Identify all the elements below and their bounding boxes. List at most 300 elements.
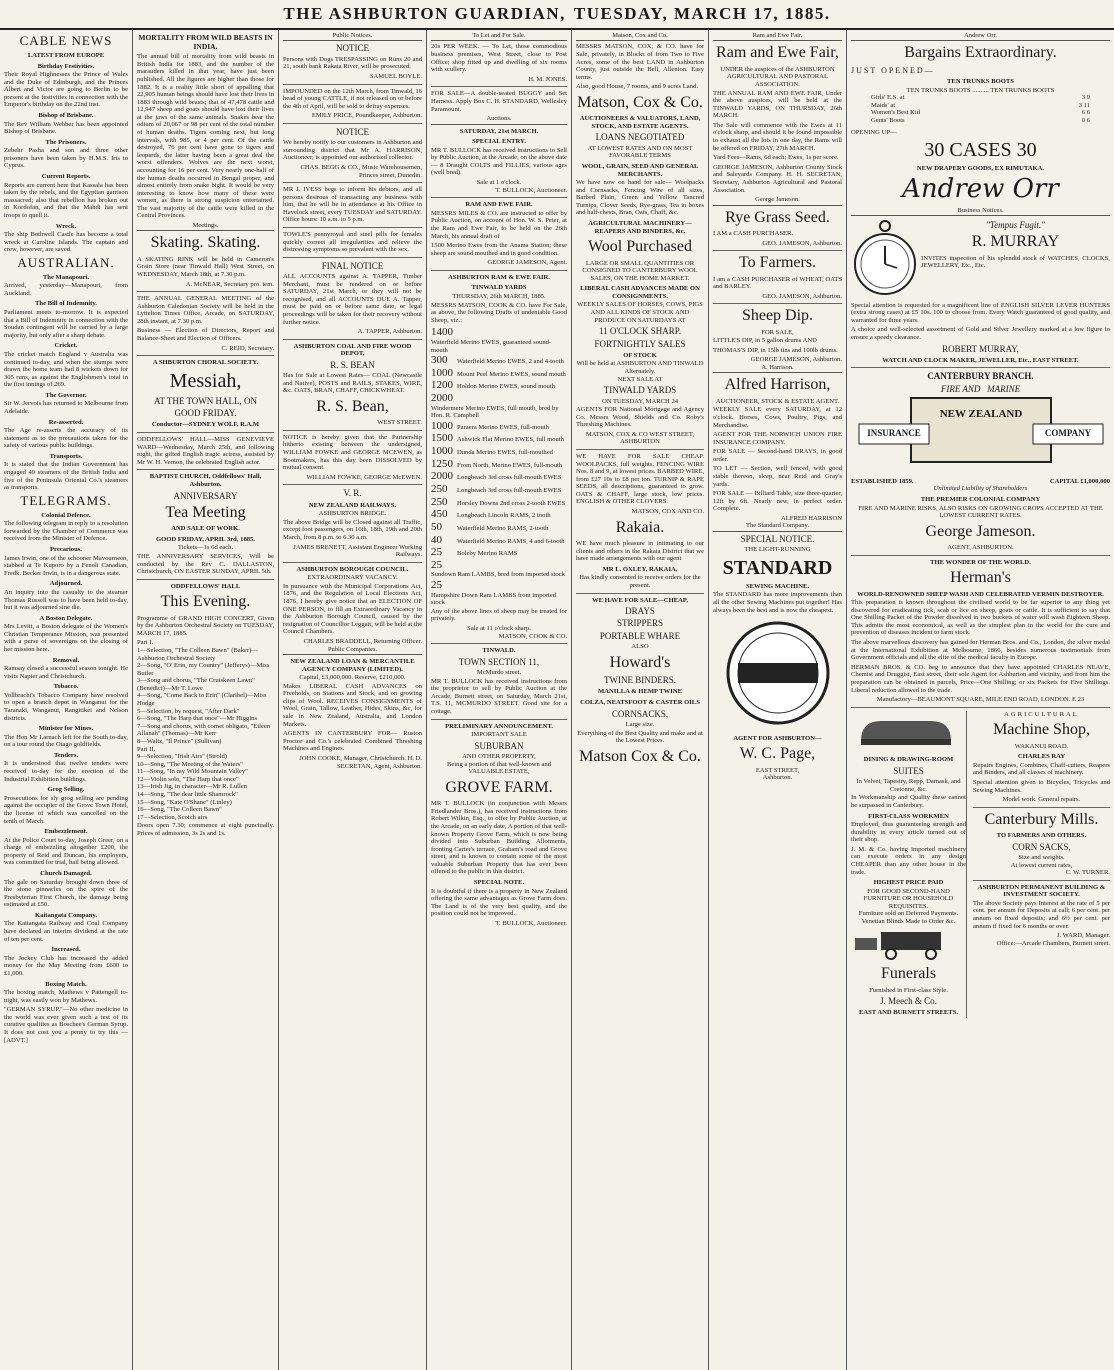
item-title: Precarious. <box>50 546 82 554</box>
sheep-lot-desc: Mount Peel Merino EWES, sound mouth <box>457 370 566 378</box>
wool-purchased-heading: Wool Purchased <box>587 238 693 256</box>
sheep-lot-count: 1000 <box>431 445 453 458</box>
concert-item: 10—Song, "The Meeting of the Waters" <box>137 760 243 768</box>
hermans-body: This preparation is known throughout the civilised world to be far superior to any thing yet discovered for eradicating tick, scab or lice on sheep, goats or cattle. It is sufficient to say that One Shilling Packet of the Powder dissolved in two buckets of water will wash Eighteen Sheep. This admits the most economical, as well as the simplest plan in the world for the cure and prevention of diseases incident to farm stock. <box>851 599 1110 637</box>
opening-up: OPENING UP— <box>851 128 897 136</box>
fortnightly-heading: FORTNIGHTLY SALES <box>594 338 686 349</box>
tea-date: GOOD FRIDAY, APRIL 3rd, 1885. <box>156 535 255 543</box>
sheep-lot <box>431 367 567 380</box>
item-body: The cricket match England v Australia was continued to-day, and when the stumps were drawn the home team had 8 wickets down for 305 runs, as against the Englishmen's total in the first innings of 269. <box>4 350 128 389</box>
coal-depot-heading: ASHBURTON COAL AND FIRE WOOD DEPOT, <box>293 342 412 358</box>
item-title: Colonial Defence. <box>41 511 91 519</box>
billiard-table: FOR SALE — Billiard Table, size three-quarter, 12ft by 6ft. Nearly new, in perfect order. Complete. <box>713 490 842 513</box>
bullock-sale-time: Sale at 1 o'clock. <box>476 179 522 187</box>
sewing-machine: SEWING MACHINE. <box>745 582 809 590</box>
sheep-lot <box>431 432 567 445</box>
just-opened: JUST OPENED— <box>851 65 935 75</box>
item-body: At the Police Court to-day, Joseph Greer, on a charge of embezzling altogether £200, the property of Reid and Duncan, his employers, was committed for trial, bail being allowed. <box>4 836 128 867</box>
concert-programme: Programme of GRAND HIGH CONCERT, Given by the Ashburton Orchestral Society on TUESDAY, MARCH 17, 1885. <box>137 614 274 637</box>
price-item: Girls' E.S. at <box>871 94 905 102</box>
divider <box>713 303 842 304</box>
permanent-building: ASHBURTON PERMANENT BUILDING & INVESTMENT SOCIETY. <box>977 883 1106 899</box>
miles-signature: GEORGE JAMESON, Agent. <box>487 259 567 267</box>
item-title: Church Damaged. <box>40 870 92 877</box>
choice-text: A choice and well-selected assortment of Gold and Silver Jewellery marked at a low figure to ensure a speedy clearance. <box>851 326 1110 341</box>
divider <box>851 367 1110 368</box>
column-ram-ewe <box>709 30 847 1370</box>
premier-colonial: THE PREMIER COLONIAL COMPANY <box>920 495 1041 503</box>
public-notices-header: Public Notices. <box>283 32 422 41</box>
sheep-lot <box>431 445 567 458</box>
funerals-heading: Funerals <box>880 965 937 983</box>
tinwald-yards-heading: TINWALD YARDS <box>471 284 527 292</box>
sheep-lot <box>431 420 567 433</box>
tickets-text: Tickets—1s 6d each. <box>177 544 234 552</box>
baptist-heading: BAPTIST CHURCH, Oddfellows' Hall, Ashburton. <box>149 473 262 488</box>
item-title: Removal. <box>52 656 80 664</box>
agents-canterbury: AGENTS IN CANTERBURY FOR— Ruston Proctor and Co.'s celebrated Combined Threshing Machines and Engines. <box>283 730 422 753</box>
sheep-lot-desc: Sundown Ram LAMBS, bred from imported stock <box>431 571 565 579</box>
item-title: Boxing Match. <box>45 980 87 988</box>
bean-street: WEST STREET. <box>377 419 422 427</box>
office-address: Office:—Arcade Chambers, Burnett street. <box>996 939 1110 947</box>
railways-heading: NEW ZEALAND RAILWAYS. <box>308 501 397 509</box>
portable-whare: PORTABLE WHARE <box>599 630 681 641</box>
item-body: Mrs Levitt, a Boston delegate of the Women's Christian Temperance Mission, was presented with a purse of sovereigns on the closing of her mission here. <box>4 623 128 653</box>
loans-heading: LOANS NEGOTIATED <box>595 132 685 143</box>
lowest-rates: AT LOWEST RATES AND ON MOST FAVORABLE TERMS <box>587 144 693 160</box>
for-sale-text: FOR SALE, <box>761 328 794 336</box>
bargains-heading: Bargains Extraordinary. <box>904 44 1057 62</box>
telegram-items <box>4 512 128 1044</box>
concert-item: Part I. <box>137 639 154 647</box>
sheep-lot-count: 25 <box>431 579 442 592</box>
sheep-lot <box>431 470 567 483</box>
harrison-header: A. Harrison. <box>713 364 842 373</box>
notice2-heading: NOTICE <box>336 126 369 137</box>
tempus-fugit: "Tempus Fugit." <box>986 220 1045 231</box>
this-evening-heading: This Evening. <box>160 593 251 611</box>
special-attention: Special attention is requested for a magnificent line of ENGLISH SILVER LEVER HUNTERS (extra strong cases) at £5 10s. 100 to choose from. Every Watch guaranteed of good quality, and warranted for three years. <box>851 301 1110 324</box>
item-body: Parliament meets to-morrow. It is expected that a Bill of Indemnity in connection with the Soudan contingent will be carried by a large majority, but only after a sharp debate. <box>4 309 128 339</box>
vacancy-heading: EXTRAORDINARY VACANCY. <box>307 574 398 582</box>
item-title: The Bill of Indemnity. <box>35 300 97 308</box>
bullock-signature: T. BULLOCK, Auctioneer. <box>495 186 567 194</box>
jmc-text: J. M. & Co. having imported machinery can execute orders in any design CHEAPER than any other house in the trade. <box>851 845 966 876</box>
sheep-lot-count: 1200 <box>431 379 453 392</box>
concert-item: 12—Violin solo, "The Harp that once" <box>137 775 239 783</box>
item-body: Vollbracht's Tobacco Company have resolved to open a branch depot in Wanganui for the Taranaki, Wanganui, Rangitikei and Nelson districts. <box>4 691 128 722</box>
item-title: Increased. <box>51 946 81 954</box>
marine-text: MARINE <box>987 383 1021 394</box>
standard-header: The Standard Company. <box>713 522 842 531</box>
price-value: 0 6 <box>1081 116 1090 124</box>
hermans-sub: WORLD-RENOWNED SHEEP WASH AND CELEBRATED VERMIN DESTROYER. <box>857 590 1104 598</box>
annual-fair: THE ANNUAL RAM AND EWE FAIR, Under the above auspices, will be held at the TINWALD YARDS, ON THURSDAY, 26th MARCH. <box>713 89 842 120</box>
charles-ray: CHARLES RAY <box>1017 753 1066 761</box>
sale-eleven: Sale at 11 o'clock sharp. <box>467 625 531 633</box>
cable-news-sub: LATEST FROM EUROPE <box>27 51 105 59</box>
sofa-icon <box>851 711 961 751</box>
item-body: The gale on Saturday brought down three of the stone pinnacles on the spire of the Presbyterian First Church, the damage being estimated at £50. <box>4 878 128 909</box>
furnished-text: Furnished in First-class Style. <box>869 986 948 994</box>
sheep-lot-desc: Waterfield Merino EWES, guaranteed sound-mouth <box>431 338 552 354</box>
sheep-dip-heading: Sheep Dip. <box>741 307 814 325</box>
divider <box>137 469 274 470</box>
cable-news-heading: CABLE NEWS <box>19 33 113 48</box>
price-row <box>871 109 1090 117</box>
column-public-notices <box>279 30 427 1370</box>
invites-text: INVITES inspection of his splendid stock of WATCHES, CLOCKS, JEWELLERY, Etc., Etc. <box>921 254 1110 270</box>
newspaper-page <box>0 30 1114 1370</box>
wakanui-road: WAKANUI ROAD. <box>1014 742 1069 750</box>
item-body: The following telegram in reply to a resolution forwarded by the Chamber of Commerce was received from the Minister of Defence. <box>4 520 128 543</box>
vacancy-body: In pursuance with the Municipal Corporations Act, 1876, and the Regulation of Local Elections Act, 1876, I hereby give notice that an ELECTION OF ONE PERSON, to fill an Extraordinary Vacancy in the Ashburton Borough Council, caused by the resignation of Councillor Leggatt, will be held at the Council Chambers. <box>283 582 422 636</box>
divider <box>431 197 567 198</box>
oddfellows-ward: ODDFELLOWS' HALL—MISS GENEVIEVE WARD—Wednesday, March 25th, and following night, the gifted English tragic actress, assisted by Mr W. H. Vernon, the celebrated English actor. <box>137 436 274 466</box>
rakaia-body: WE have much pleasure in intimating to our clients and others in the Rakaia District that we have made arrangements with our agent <box>576 540 704 563</box>
rye-signature: GEO. JAMESON, Ashburton. <box>762 239 842 247</box>
waltham-watch-icon <box>713 618 842 731</box>
sheep-lot <box>431 559 567 579</box>
item-title: Grog Selling. <box>47 786 85 794</box>
divider <box>431 270 567 271</box>
concert-item: 4—Song, "Come Back to Erin" (Claribel)—Miss Hodge <box>137 692 267 708</box>
item-title: The Manapouri. <box>42 273 90 281</box>
thomas-dip: THOMAS'S DIP, in 15lb tins and 100lb drums. <box>713 346 838 354</box>
second-hand: FOR GOOD SECOND-HAND FURNITURE OR HOUSEHOLD REQUISITES. <box>863 887 954 910</box>
fire-text: FIRE AND <box>940 383 981 394</box>
ram-signature: GEORGE JAMESON, Ashburton County Stock and Saleyards Company. H. H. SECRETAN, Secretary, Ashburton Agricultural and Pastoral Association. <box>713 163 842 194</box>
item-body: Sir W. Jervois has returned to Melbourne from Adelaide. <box>4 400 128 415</box>
hearse-icon <box>851 926 961 960</box>
sheep-lot <box>431 579 567 607</box>
thursday-date: THURSDAY, 26th MARCH, 1885. <box>452 292 546 300</box>
concert-items <box>137 639 274 821</box>
dogs-notice: Persons with Dogs TRESPASSING on Runs 20 and 21, south bank Rakaia River, will be prosecuted. <box>283 55 422 71</box>
ram-ewe-header: Ram and Ewe Fair. <box>713 32 842 41</box>
of-stock: OF STOCK <box>623 351 657 359</box>
sheep-lot <box>431 534 567 547</box>
item-title: A Boston Delegate. <box>39 614 93 622</box>
skating-signature: A. McNEAR, Secretary pro. tem. <box>185 280 274 288</box>
item-body: It is understood that twelve tenders were received to-day for the erection of the Industrial Exhibition buildings. <box>4 760 128 783</box>
sheep-lot-desc: Paraera Merino EWES, full-mouth <box>457 423 549 431</box>
unlimited-liability: Unlimited Liability of Shareholders <box>933 485 1028 493</box>
partnership-notice: NOTICE is hereby given that the Partnership hitherto existing between the undersigned, WILLIAM FOWKE and GEORGE MCEWEN, as Bootmakers, has this day been DISSOLVED by mutual consent. <box>283 433 422 472</box>
item-body: The Rev William Webber has been appointed Bishop of Brisbane. <box>4 120 128 136</box>
standard-body: The STANDARD has more improvements than all the other Sewing Machines put together! Has always been the best and is now the cheapest. <box>713 591 842 614</box>
agents-for: AGENTS FOR National Mortgage and Agency Co. Messrs Wood, Shields and Co. Roby's Threshing Machines. <box>576 406 704 429</box>
suburban-heading: SUBURBAN <box>474 740 524 751</box>
liberal-advances: LIBERAL CASH ADVANCES MADE ON CONSIGNMENTS. <box>580 285 700 300</box>
concert-item: 17—Selection, Scotch airs <box>137 813 208 821</box>
sheep-lot-count: 250 <box>431 483 448 495</box>
workmanship: In Workmanship and Quality these cannot be surpassed in Canterbury. <box>851 794 966 809</box>
nz-logo-text: NEW ZEALAND <box>939 407 1023 420</box>
meetings-header: Meetings. <box>137 222 274 231</box>
sheep-lot <box>431 379 567 392</box>
matson-house: Also, good House, 7 rooms, and 9 acres Land. <box>576 83 698 91</box>
sheep-lot <box>431 508 567 521</box>
furniture-sold: Furniture sold on Deferred Payments. <box>858 910 959 918</box>
nz-insurance-logo <box>851 384 1110 476</box>
tinwald-heading: TINWALD. <box>482 647 516 655</box>
preliminary-heading: PRELIMINARY ANNOUNCEMENT. <box>445 722 553 730</box>
canterbury-branch: CANTERBURY BRANCH. <box>927 371 1034 382</box>
light-running: THE LIGHT-RUNNING <box>744 546 811 554</box>
item-title: Transports. <box>49 452 83 460</box>
divider <box>851 555 1110 556</box>
sheep-lot-count: 25 <box>431 546 442 559</box>
ray-signature: Model work. General repairs. <box>1002 796 1081 804</box>
caledonian-business: Business — Election of Directors, Report and Balance-Sheet and Election of Officers. <box>137 327 274 343</box>
concert-item: 5—Selection, by request, "After Dark" <box>137 707 240 715</box>
bean-name-large: R. S. Bean, <box>316 397 389 415</box>
rakaia-heading: Rakaia. <box>615 518 665 536</box>
item-title: The Governor. <box>45 391 87 399</box>
item-body: The ship Bothwell Castle has become a total wreck at Caroline Islands. The captain and crew, however, are saved. <box>4 231 128 254</box>
meech-heading: J. Meech & Co. <box>880 996 937 1007</box>
item-body: "GERMAN SYRUP."—No other medicine in the world was ever given such a test of its curative qualities as Boschee's German Syrup. It does not cost you a penny to try this — [ADVT.] <box>4 1006 128 1044</box>
sheep-lot <box>431 326 567 354</box>
item-title: The Prisoners. <box>45 138 87 146</box>
tinwald-yards: TINWALD YARDS <box>603 385 677 396</box>
divider <box>283 562 422 563</box>
cases-heading: 30 CASES 30 <box>924 139 1037 162</box>
item-title: Wreck. <box>55 222 77 230</box>
sheep-lot <box>431 546 567 559</box>
concert-item: 3—Song and chorus, "The Cruiskeen Lawn" (Benedict)—Mr T. Lowe <box>137 677 255 692</box>
item-body: The boxing match, Mathews v Pattengell to-night, was easily won by Mathews. <box>4 989 128 1004</box>
sheep-lot-desc: Waterfield Merino RAMS, 4 and 6-tooth <box>457 537 565 545</box>
sheep-lot-desc: Hampshire Down Ram LAMBS from imported stock <box>431 591 557 607</box>
concert-item: 9—Selection, "Irish Airs" (Strold) <box>137 753 227 761</box>
item-body: Reports are current here that Kassala has been taken by the rebels, and the Egyptian garrison massacred; also that rebellion has broken out in Kordofan, and that the Mahdi has sent troops to quell it. <box>4 181 128 219</box>
new-drapery: NEW DRAPERY GOODS, EX RIMUTAKA. <box>916 165 1045 173</box>
divider <box>137 355 274 356</box>
impounded-notice: IMPOUNDED on the 12th March, from Tinwald, 16 head of young CATTLE, if not released on or before the 4th of April, will be sold to defray expenses. <box>283 87 423 110</box>
special-note-body: It is doubtful if there is a property in New Zealand offering the same advantages as Grove Farm does. The Land is of the very best quality, and the position could not be improved. <box>431 887 567 918</box>
sheep-lot-desc: Windermere Merino EWES, full mouth, bred by Hon. R. Campbell <box>431 404 559 420</box>
item-body: The Age re-asserts the accuracy of its statement as to the precautions taken for the safety of various public buildings. <box>4 427 128 450</box>
mcmurdo-street: McMurdo street. <box>476 669 522 677</box>
sheep-lot <box>431 483 567 496</box>
concert-item: Part II. <box>137 745 156 753</box>
sheep-lot-count: 2000 <box>431 392 453 404</box>
farmers-body: I am a CASH PURCHASER of WHEAT, OATS and BARLEY. <box>713 275 842 291</box>
ten-trunks-2: TEN TRUNKS BOOTS .......... TEN TRUNKS BOOTS <box>906 86 1055 94</box>
littles-dip: LITTLE'S DIP, in 5 gallon drums AND <box>713 337 817 345</box>
anniversary-services: THE ANNIVERSARY SERVICES, Will be conducted by the Rev C. DALLASTON, Christchurch, ON EASTER SUNDAY, APRIL 5th. <box>137 552 274 576</box>
masthead-date: TUESDAY, MARCH 17, 1885. <box>573 4 831 23</box>
ram-ewe-big: Ram and Ewe Fair, <box>716 44 839 62</box>
alfred-harrison-heading: Alfred Harrison, <box>724 376 831 394</box>
choral-heading: A SHBURTON CHORAL SOCIETY. <box>152 359 259 367</box>
ray-body: Repairs Engines, Combines, Chaff-cutters, Reapers and Binders, and all classes of machinery. <box>973 761 1110 777</box>
sheep-lot-count: 1000 <box>431 419 453 432</box>
wool-grain-text: WOOL, GRAIN, SEED AND GENERAL MERCHANTS. <box>581 162 699 178</box>
divider <box>283 484 422 485</box>
ewes-1500: 1500 Merino Ewes from the Anama Station; these sheep are sound mouthed and in good condition. <box>431 242 567 257</box>
sheep-lot-desc: Longbeach Lincoln RAMS, 2 tooth <box>457 512 551 520</box>
jameson-agent: George Jameson. <box>925 522 1036 540</box>
price-value: 3 11 <box>1078 101 1090 109</box>
conductor-text: Conductor—SYDNEY WOLF, R.A.M <box>151 421 260 429</box>
also-text: ALSO <box>631 643 649 651</box>
cornsacks-heading: CORNSACKS, <box>611 708 669 719</box>
highest-price: HIGHEST PRICE PAID <box>873 879 944 887</box>
insurance-logo-text: INSURANCE <box>867 427 921 438</box>
sheep-lot <box>431 354 567 367</box>
divider <box>283 123 422 124</box>
divider <box>283 339 422 340</box>
sheep-lot-desc: Horsley Downs 2nd cross 2-tooth EWES <box>457 499 566 507</box>
item-title: Current Reports. <box>41 173 91 181</box>
item-body: The Jockey Club has increased the added money for the May Meeting from £600 to £1,000. <box>4 954 128 977</box>
final-notice-signature: A. TAPPER, Ashburton. <box>357 328 422 336</box>
matson-header: Matson, Cox and Co. <box>576 32 704 41</box>
caledonian-body: THE ANNUAL GENERAL MEETING of the Ashburton Caledonian Society will be held in the Lyttelton Times Office, Arcade, on SATURDAY, 28th instant, at 7.30 p.m. <box>137 295 274 325</box>
rye-body: I AM a CASH PURCHASER. <box>713 229 794 237</box>
sheep-lot <box>431 521 567 534</box>
divider <box>431 643 567 644</box>
ashburton-text: Ashburton. <box>762 774 793 782</box>
venetian-blinds: Venetian Blinds Made to Order &c. <box>861 918 956 926</box>
andrew-orr-header: Andrew Orr. <box>851 32 1110 41</box>
turner-signature: C. W. TURNER. <box>1065 869 1110 877</box>
partnership-signature: WILLIAM FOWKE, GEORGE McEWEN. <box>306 473 422 481</box>
item-body: Arrived, yesterday—Manapouri, from Auckland. <box>4 282 128 297</box>
established: ESTABLISHED 1859. <box>851 477 914 485</box>
concert-item: 2—Song, "O' Erin, my Country" (Jefferys)—Miss Butler <box>137 662 270 677</box>
masthead <box>0 0 1114 30</box>
colza-oils: COLZA, NEATSFOOT & CASTER OILS <box>580 699 700 706</box>
mortality-body: The annual bill of mortality from wild beasts in British India for 1883, and the number of the marauders killed in that year, have just been published. All the figures are higher than those for 1882. It is a reality little short of appalling that 22,905 human beings should have lost their lives in 1883 through wild beasts; that of 47,478 cattle and 12,947 sheep and goats should have lost their lives at the jaws of the same animals. Snakes bear the odium of 20,067 or 98 per cent of the total number of human deaths. Tigers coming next, but long intervals, with 985, or 4 per cent. Of the cattle destroyed, 76 per cent have gone to tigers and leopards, the latter having been a great deal the worst offenders. Wolves are the next worst, accounting for 16 per cent. Very nearly one-half of the human deaths occurred in Bengal proper, and almost entirely from snake bight. It would be very interesting to know how many of these were women, as there is strong suspicion entertained. The vast majority of the cattle were killed in the Central Provinces. <box>137 53 274 220</box>
sheep-lot-desc: Waterfield Merino EWES, 2 and 4-tooth <box>457 358 564 366</box>
matson-land-intro: MESSRS MATSON, COX, & CO. have for Sale, privately, in Blocks of from Two to Five Acres, some of the best LAND in Ashburton County, just outside the Bell, Allenton. Easy terms. <box>576 43 704 81</box>
large-quantities: LARGE OR SMALL QUANTITIES OR CONSIGNED TO CANTERBURY WOOL SALES, ON THE HOME MARKET. <box>582 259 698 282</box>
item-title: Cricket. <box>54 342 78 350</box>
mortality-heading: MORTALITY FROM WILD BEASTS IN INDIA. <box>138 33 273 51</box>
concert-item: 16—Song, "The Colleen Bawn" <box>137 806 222 814</box>
sheep-lot-count: 250 <box>431 495 448 508</box>
permanent-body: The above Society pays Interest at the rate of 5 per cent. per annum for Deposits at call; 6 per cent. per annum on fixed deposits; and 6½ per cent. per annum if fixed for 6 months or over. <box>973 899 1110 930</box>
matson-big-heading: Matson, Cox & Co. <box>577 93 703 111</box>
item-title: Adjourned. <box>49 580 83 588</box>
sheep-lot-count: 300 <box>431 354 448 367</box>
concert-item: 8—Waltz, "Il Prince" (Sullivan) <box>137 737 222 745</box>
skating-heading: Skating. Skating. <box>150 234 261 252</box>
sheep-lot-count: 1250 <box>431 457 453 470</box>
column-andrew-orr <box>847 30 1114 1370</box>
sale-commence: The Sale will commence with the Ewes at 11 o'clock sharp, and should it be found impossible to exhaust all the lots in one day, the Rams will be offered on FRIDAY, 27th MARCH. <box>713 121 842 152</box>
column-matson-cox <box>572 30 709 1370</box>
large-size: Large size. <box>625 720 655 728</box>
buggy-notice: FOR SALE—A double-seated BUGGY and Set Harness. Apply Box C. H. STANDARD, Wellesley Paramount. <box>431 90 567 113</box>
corn-sacks: CORN SACKS, <box>1012 841 1071 852</box>
australian-items <box>4 274 128 492</box>
being-text: Being a portion of that well-known and VALUABLE ESTATE, <box>446 760 551 776</box>
howards-heading: Howard's <box>609 653 671 671</box>
ward-manager: J. WARD, Manager. <box>1056 932 1110 940</box>
hermans-body-3: HERMAN BROS. & CO. beg to announce that they have appointed CHARLES NEAVE, Chemist and Druggist, East street, their sole Agent for Ashburton and vicinity, and from him the preparation can be obtained in parcels, Price—One Shilling; or six Packets for Five Shillings. Liberal reduction allowed to the trade. <box>851 663 1110 694</box>
sheep-lot-desc: Longbeach 3rd cross full-mouth EWES <box>457 487 562 494</box>
concert-item: 13—Irish Jig, in character—Mr R. Lullen <box>137 783 248 791</box>
loan-body: Makes LIBERAL CASH ADVANCES on Freeholds, on Stations and Stock, and on growing clips of Wool. RECEIVES CONSIGNMENTS of Wool, Grain, Tallow, Leather, Hides, Skins, &c, for sale in New Zealand, Australia, and London Markets. <box>283 682 422 728</box>
andrew-orr-signature: Andrew Orr <box>902 173 1059 204</box>
strippers-text: STRIPPERS <box>616 618 664 629</box>
item-title: Kaitangata Company. <box>35 911 97 919</box>
lowest-current: At lowest current rates, <box>1010 861 1073 869</box>
divider <box>283 84 422 85</box>
divider <box>431 719 567 720</box>
furniture-column <box>851 711 966 1018</box>
under-auspices: UNDER the auspices of the ASHBURTON AGRICULTURAL AND PASTORAL ASSOCIATION. <box>720 65 835 89</box>
auctions-header: Auctions. <box>431 115 567 124</box>
sheep-lot-count: 50 <box>431 520 442 533</box>
divider <box>137 291 274 292</box>
weekly-sales: WEEKLY SALES OF HORSES, COWS, PIGS AND ALL KINDS OF STOCK AND PRODUCE ON SATURDAYS AT <box>577 301 703 324</box>
concert-item: 11—Song, "In my Wild Mountain Valley" <box>137 768 248 776</box>
sheep-lot-desc: Waterfield Merino RAMS, 2-tooth <box>457 524 549 532</box>
item-body: An inquiry into the casualty to the steamer Thomas Russell was to have been held to-day, but it was adjourned sine die. <box>4 588 128 612</box>
anniversary-text: ANNIVERSARY <box>173 490 238 501</box>
divider <box>283 257 422 258</box>
price-row <box>871 117 1090 125</box>
divider <box>973 807 1110 808</box>
norwich-agent: AGENT FOR THE NORWICH UNION FIRE INSURANCE COMPANY. <box>713 431 842 446</box>
pocket-watch-icon <box>851 218 921 301</box>
item-title: Tobacco. <box>53 683 79 691</box>
drays-for-sale: FOR SALE — Second-hand DRAYS, in good order. <box>713 448 842 463</box>
divider <box>283 430 422 431</box>
rye-grass-heading: Rye Grass Seed. <box>725 208 830 226</box>
canterbury-mills: Canterbury Mills. <box>984 810 1099 828</box>
divider <box>713 250 842 251</box>
oxley-text: Has kindly consented to receive orders for the present. <box>579 574 701 589</box>
special-notice: SPECIAL NOTICE. <box>740 533 815 544</box>
property-text: AND OTHER PROPERTY, <box>462 753 536 761</box>
eleven-sharp: 11 O'CLOCK SHARP. <box>598 326 682 337</box>
skating-body: A SKATING RINK will be held in Cameron's Grain Store (near Tinwald Hall) West Street, on WEDNESDAY, March 18th, at 7.30 p.m. <box>137 255 274 278</box>
sale-cheap: WE HAVE FOR SALE—CHEAP, <box>592 596 688 604</box>
per-week-signature: H. M. JONES. <box>528 75 567 83</box>
concert-item: 14—Song, "The dear little Shamrock" <box>137 790 238 798</box>
towle-notice: TOWLE'S pennyroyal and steel pills for females quickly correct all irregularities and relieve the distressing symptoms so prevalent with the sex. <box>283 230 422 254</box>
yard-fees: Yard Fees—Rams, 6d each; Ewes, 1s per score. <box>713 154 839 162</box>
size-weights: Size and weights. <box>1018 854 1065 862</box>
to-farmers-others: TO FARMERS AND OTHERS. <box>996 832 1087 840</box>
item-body: Ramsay closed a successful season tonight. He visits Napier and Christchurch. <box>4 665 128 680</box>
agent-for: AGENT FOR ASHBURTON— <box>733 734 822 742</box>
public-companies-header: Public Companies. <box>283 646 422 655</box>
sheep-lot-desc: Boleby Merino RAMS <box>457 550 518 558</box>
price-item: Women's Best Kid <box>871 109 921 117</box>
agent-ashburton: AGENT, ASHBURTON. <box>947 544 1014 552</box>
notice2-body: We hereby notify to our customers in Ashburton and surrounding district that Mr A. HARRISON, Auctioneer, is appointed our authorised collector. <box>283 139 422 162</box>
sheep-lot-desc: From North, Merino EWES, full-mouth <box>457 461 563 469</box>
concert-item: 6—Song, "The Harp that once"—Mr Higgins <box>137 715 258 723</box>
divider <box>851 707 1110 708</box>
grove-farm-heading: GROVE FARM. <box>445 778 553 796</box>
miles-notice: MESSRS MILES & CO. are instructed to offer by Public Auction, on account of Hon. W. S. Peter, at the Ram and Ewe Fair, to be held on the 26th March, his annual draft of <box>431 209 567 240</box>
fire-marine-text <box>851 384 1110 394</box>
divider <box>283 227 422 228</box>
hermans-heading: Herman's <box>950 569 1011 587</box>
sheep-lot <box>431 458 567 471</box>
important-sale: IMPORTANT SALE <box>471 731 527 739</box>
